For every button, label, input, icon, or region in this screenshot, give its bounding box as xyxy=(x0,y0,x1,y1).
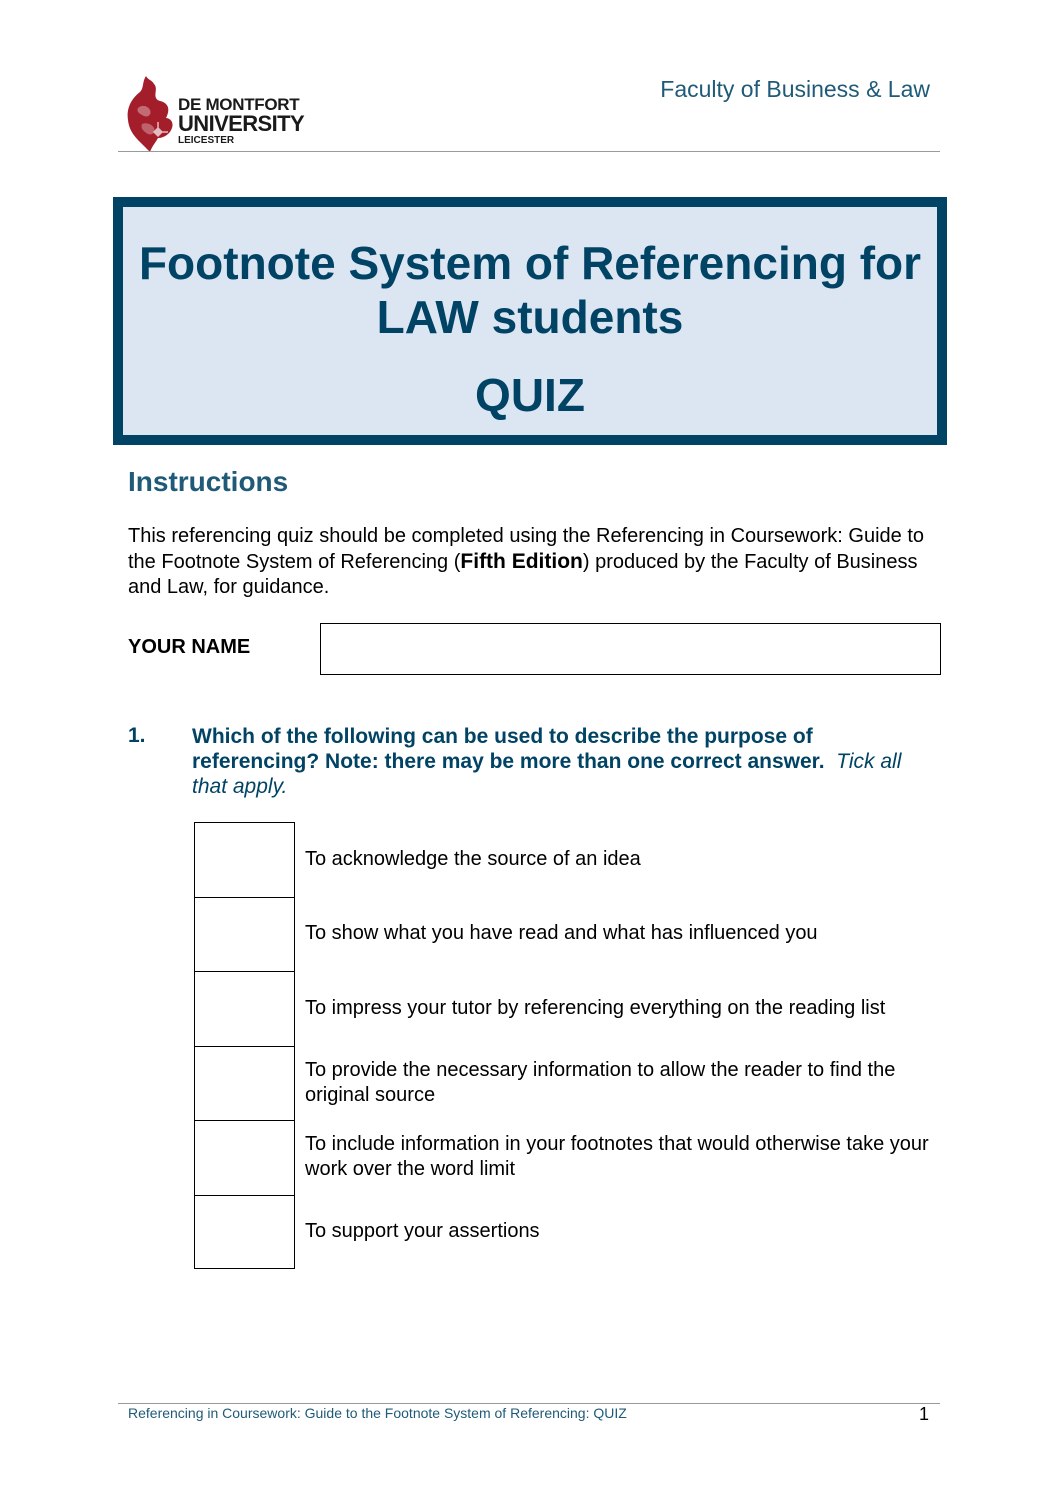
logo-line-3: LEICESTER xyxy=(178,135,235,146)
title-box xyxy=(113,197,947,445)
footer-divider xyxy=(118,1403,940,1404)
answer-option xyxy=(194,1046,939,1121)
answer-text: To impress your tutor by referencing everything on the reading list xyxy=(305,996,886,1019)
instructions-body xyxy=(128,524,928,600)
answer-options xyxy=(194,822,939,1269)
question-prompt: Which of the following can be used to describe the purpose of referencing? Note: there may be more than one correct answer. xyxy=(192,725,825,773)
instructions-text-2: ) produced by the Faculty of Business and Law, for guidance. xyxy=(128,551,918,598)
answer-option xyxy=(194,1195,939,1270)
instructions-text-1: This referencing quiz should be completed using the Referencing in Coursework: Guide to the Footnote System of Referencing ( xyxy=(128,525,924,573)
document-title xyxy=(123,236,937,344)
question-number: 1. xyxy=(128,724,146,747)
answer-text: To include information in your footnotes that would otherwise take your work over the word limit xyxy=(305,1133,929,1181)
answer-text: To show what you have read and what has influenced you xyxy=(305,922,818,945)
name-label: YOUR NAME xyxy=(128,636,251,658)
answer-checkbox[interactable] xyxy=(194,1195,295,1270)
answer-checkbox[interactable] xyxy=(194,1120,295,1195)
instructions-heading: Instructions xyxy=(128,466,289,497)
question-instruction: Tick all that apply. xyxy=(192,750,902,798)
answer-text: To acknowledge the source of an idea xyxy=(305,847,641,870)
answer-text: To provide the necessary information to allow the reader to find the original source xyxy=(305,1058,896,1106)
logo-line-2: UNIVERSITY xyxy=(178,111,305,136)
answer-checkbox[interactable] xyxy=(194,971,295,1046)
answer-option xyxy=(194,897,939,972)
answer-option xyxy=(194,1120,939,1195)
title-line-1: Footnote System of Referencing for xyxy=(138,237,922,289)
answer-checkbox[interactable] xyxy=(194,897,295,972)
answer-option xyxy=(194,971,939,1046)
answer-option xyxy=(194,822,939,897)
lion-crest-icon xyxy=(124,72,176,152)
edition-text: Fifth Edition xyxy=(460,550,583,573)
logo-wordmark xyxy=(178,96,304,146)
answer-checkbox[interactable] xyxy=(194,822,295,897)
page-number: 1 xyxy=(919,1404,930,1424)
quiz-heading: QUIZ xyxy=(475,369,585,421)
name-input[interactable] xyxy=(320,623,941,675)
logo-line-1: DE MONTFORT xyxy=(178,95,300,114)
faculty-name: Faculty of Business & Law xyxy=(660,76,930,102)
title-line-2: LAW students xyxy=(376,291,684,343)
answer-checkbox[interactable] xyxy=(194,1046,295,1121)
header-divider xyxy=(118,151,940,152)
university-logo xyxy=(124,72,314,152)
question-text xyxy=(192,724,932,799)
footer-text: Referencing in Coursework: Guide to the Footnote System of Referencing: QUIZ xyxy=(128,1405,627,1421)
answer-text: To support your assertions xyxy=(305,1220,540,1243)
